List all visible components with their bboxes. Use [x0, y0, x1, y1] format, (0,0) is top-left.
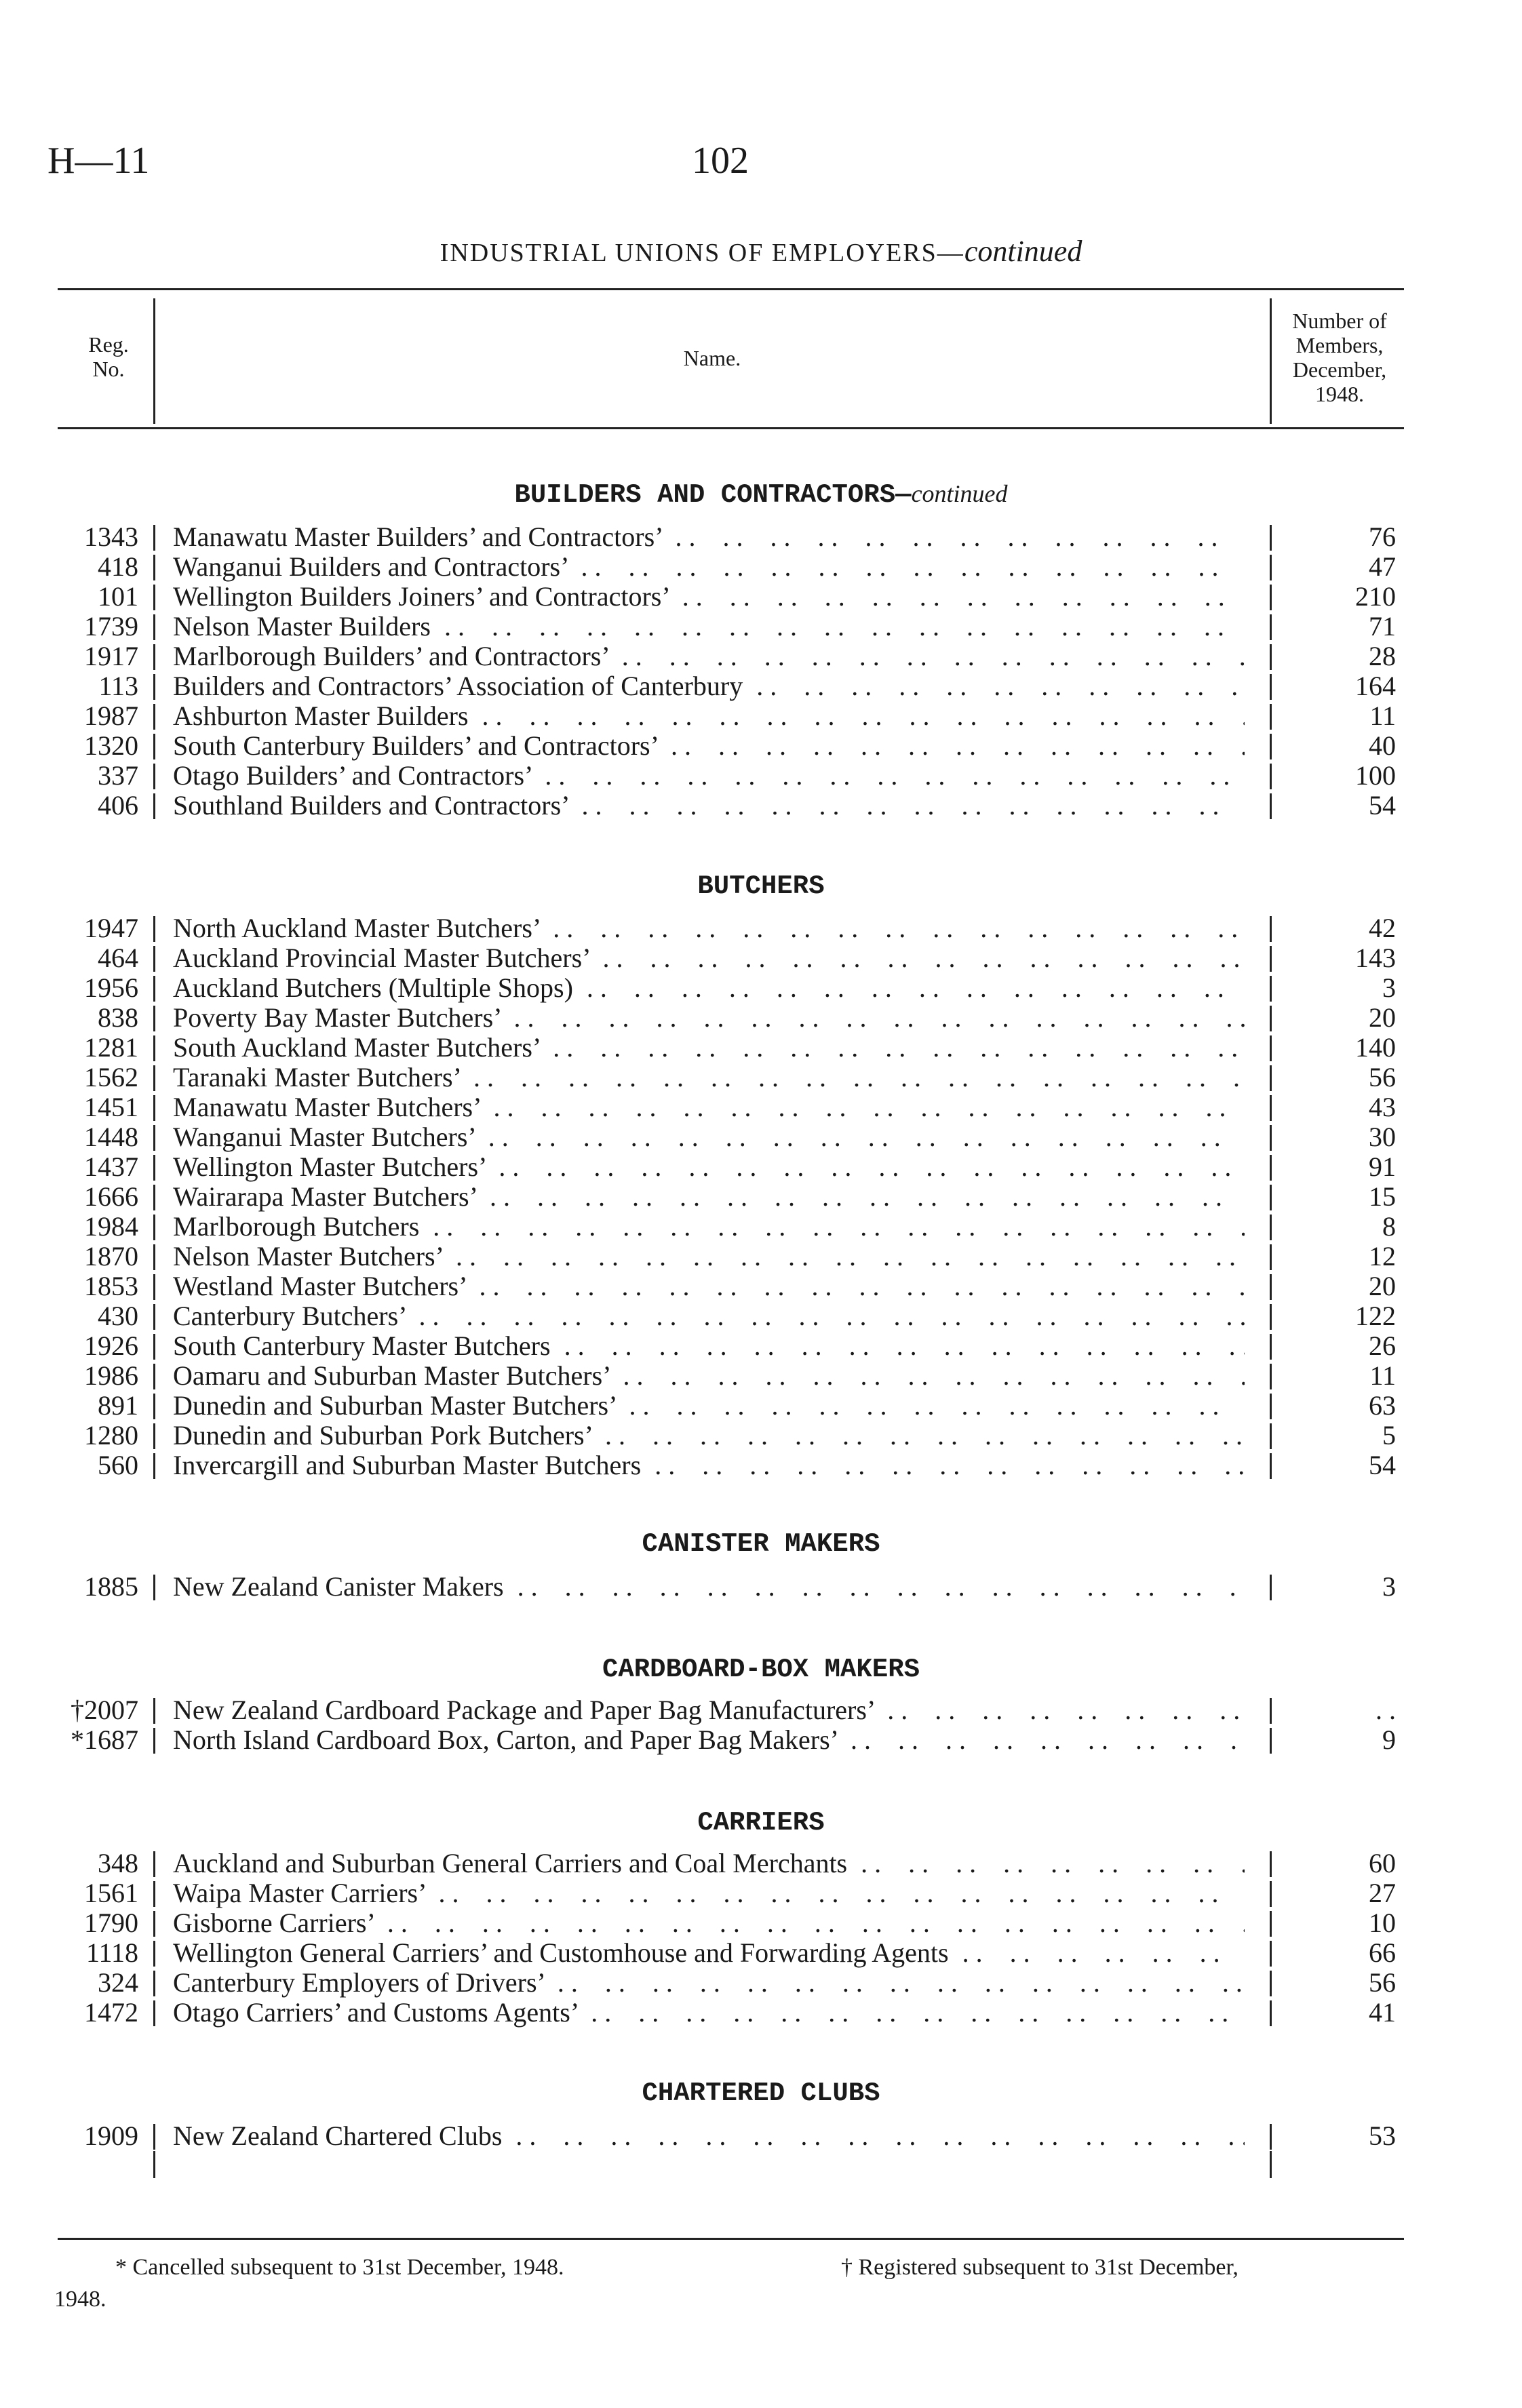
union-name: North Island Cardboard Box, Carton, and Paper Bag Makers’ . . — [173, 1725, 1245, 1755]
member-count: 143 — [1355, 943, 1396, 973]
reg-number: 1987 — [84, 700, 138, 731]
union-name: Wanganui Builders and Contractors’ . . — [173, 552, 1245, 582]
union-name: Marlborough Builders’ and Contractors’ . . — [173, 642, 1245, 671]
member-count: 47 — [1369, 551, 1396, 582]
reg-number: †2007 — [71, 1695, 138, 1725]
table-row — [0, 1450, 1522, 1480]
member-count: 27 — [1369, 1878, 1396, 1908]
table-row — [0, 1938, 1522, 1968]
section-title-canister-makers: CANISTER MAKERS — [642, 1529, 880, 1559]
table-row — [0, 1998, 1522, 2028]
reg-number: 1343 — [84, 521, 138, 552]
column-divider-left — [153, 298, 155, 424]
member-count: 20 — [1369, 1002, 1396, 1033]
table-row — [0, 731, 1522, 761]
member-count: 122 — [1355, 1301, 1396, 1331]
union-name: Builders and Contractors’ Association of Canterbury . . — [173, 671, 1245, 701]
column-header-name: Name. — [683, 346, 741, 370]
reg-number: *1687 — [71, 1724, 138, 1755]
member-count: 164 — [1355, 671, 1396, 701]
member-count: 10 — [1369, 1908, 1396, 1938]
footnote-cancelled: * Cancelled subsequent to 31st December, 1948. — [115, 2255, 564, 2280]
table-row — [0, 1421, 1522, 1450]
reg-number: 101 — [98, 581, 138, 612]
member-count: 60 — [1369, 1848, 1396, 1878]
section-title-cardboard-box-makers: CARDBOARD-BOX MAKERS — [602, 1655, 920, 1684]
member-count: 54 — [1369, 790, 1396, 821]
member-count: 26 — [1369, 1330, 1396, 1361]
union-name: South Canterbury Master Butchers . . — [173, 1331, 1245, 1361]
table-row — [0, 791, 1522, 821]
table-row — [0, 1301, 1522, 1331]
member-count: 42 — [1369, 913, 1396, 943]
union-name: South Canterbury Builders’ and Contractors’ . . — [173, 731, 1245, 761]
union-name: Dunedin and Suburban Master Butchers’ . . — [173, 1391, 1245, 1421]
reg-number: 1472 — [84, 1997, 138, 2028]
union-name: Waipa Master Carriers’ . . — [173, 1878, 1245, 1908]
reg-number: 1947 — [84, 913, 138, 943]
union-name: Dunedin and Suburban Pork Butchers’ . . — [173, 1421, 1245, 1450]
reg-number: 1956 — [84, 972, 138, 1003]
member-count: 56 — [1369, 1967, 1396, 1998]
table-top-rule — [58, 288, 1404, 290]
table-row — [0, 1878, 1522, 1908]
table-row — [0, 612, 1522, 642]
reg-number: 838 — [98, 1002, 138, 1033]
page-title-italic: continued — [964, 235, 1082, 268]
member-count: 71 — [1369, 611, 1396, 642]
table-row — [0, 1092, 1522, 1122]
reg-number: 560 — [98, 1450, 138, 1480]
member-count: 43 — [1369, 1092, 1396, 1122]
section-title-chartered-clubs: CHARTERED CLUBS — [642, 2078, 880, 2108]
reg-number: 337 — [98, 760, 138, 791]
page-number: 102 — [692, 140, 749, 182]
union-name: Manawatu Master Builders’ and Contractors’ . . — [173, 522, 1245, 552]
reg-number: 1320 — [84, 730, 138, 761]
reg-number: 1739 — [84, 611, 138, 642]
union-name: Wellington General Carriers’ and Customhouse and Forwarding Agents . . — [173, 1938, 1245, 1968]
reg-number: 1790 — [84, 1908, 138, 1938]
section-title-carriers: CARRIERS — [697, 1808, 825, 1838]
union-name: Canterbury Butchers’ . . — [173, 1301, 1245, 1331]
union-name: Nelson Master Builders . . — [173, 612, 1245, 642]
reg-number: 418 — [98, 551, 138, 582]
union-name: Auckland Provincial Master Butchers’ . . — [173, 943, 1245, 973]
member-count: 5 — [1382, 1420, 1396, 1450]
table-header-rule — [58, 427, 1404, 429]
reg-number: 1451 — [84, 1092, 138, 1122]
reg-number: 430 — [98, 1301, 138, 1331]
member-count: 8 — [1382, 1211, 1396, 1242]
reg-number: 464 — [98, 943, 138, 973]
reg-number: 1281 — [84, 1032, 138, 1063]
union-name: Auckland and Suburban General Carriers and Coal Merchants . . — [173, 1849, 1245, 1878]
union-name: Manawatu Master Butchers’ . . — [173, 1092, 1245, 1122]
table-row — [0, 1849, 1522, 1878]
table-row — [0, 1572, 1522, 1602]
table-row — [0, 1725, 1522, 1755]
table-row — [0, 2121, 1522, 2151]
union-name: Poverty Bay Master Butchers’ . . — [173, 1003, 1245, 1033]
member-count: 100 — [1355, 760, 1396, 791]
table-row — [0, 1003, 1522, 1033]
reg-number: 1926 — [84, 1330, 138, 1361]
reg-number: 1986 — [84, 1360, 138, 1391]
table-row — [0, 1212, 1522, 1242]
reg-number: 1984 — [84, 1211, 138, 1242]
union-name: Marlborough Butchers . . — [173, 1212, 1245, 1242]
table-row — [0, 701, 1522, 731]
union-name: Canterbury Employers of Drivers’ . . — [173, 1968, 1245, 1998]
table-row — [0, 671, 1522, 701]
table-row — [0, 913, 1522, 943]
table-row — [0, 552, 1522, 582]
reg-number: 891 — [98, 1390, 138, 1421]
reg-number: 1562 — [84, 1062, 138, 1092]
table-row — [0, 1361, 1522, 1391]
table-row — [0, 1391, 1522, 1421]
table-row — [0, 1242, 1522, 1271]
union-name: Taranaki Master Butchers’ . . — [173, 1063, 1245, 1092]
table-row — [0, 1331, 1522, 1361]
member-count: 15 — [1369, 1181, 1396, 1212]
union-name: South Auckland Master Butchers’ . . — [173, 1033, 1245, 1063]
table-row — [0, 582, 1522, 612]
reg-number: 324 — [98, 1967, 138, 1998]
column-header-reg: Reg. No. — [88, 332, 129, 381]
union-name: Nelson Master Butchers’ . . — [173, 1242, 1245, 1271]
footnote-registered-year: 1948. — [54, 2287, 106, 2312]
member-count: 91 — [1369, 1151, 1396, 1182]
member-count: 20 — [1369, 1271, 1396, 1301]
member-count: 76 — [1369, 521, 1396, 552]
reg-number: 1437 — [84, 1151, 138, 1182]
footnote-registered: † Registered subsequent to 31st December, — [841, 2255, 1238, 2280]
section-title-builders: BUILDERS AND CONTRACTORS—continued — [514, 480, 1008, 510]
reg-number: 1280 — [84, 1420, 138, 1450]
member-count: 54 — [1369, 1450, 1396, 1480]
reg-number: 1853 — [84, 1271, 138, 1301]
column-divider-right-end — [1270, 2151, 1272, 2178]
member-count: 12 — [1369, 1241, 1396, 1271]
reg-number: 113 — [98, 671, 138, 701]
reg-number: 1870 — [84, 1241, 138, 1271]
union-name: Gisborne Carriers’ . . — [173, 1908, 1245, 1938]
union-name: Oamaru and Suburban Master Butchers’ . . — [173, 1361, 1245, 1391]
reg-number: 1561 — [84, 1878, 138, 1908]
member-count: 30 — [1369, 1122, 1396, 1152]
section-title-butchers: BUTCHERS — [697, 871, 825, 901]
document-code: H—11 — [47, 140, 150, 182]
table-row — [0, 642, 1522, 671]
reg-number: 1118 — [85, 1937, 138, 1968]
table-row — [0, 761, 1522, 791]
member-count: 28 — [1369, 641, 1396, 671]
column-divider-right — [1270, 298, 1272, 424]
table-row — [0, 1063, 1522, 1092]
union-name: New Zealand Chartered Clubs . . — [173, 2121, 1245, 2151]
table-row — [0, 1122, 1522, 1152]
member-count: . . — [1375, 1695, 1396, 1725]
table-row — [0, 1182, 1522, 1212]
member-count: 41 — [1369, 1997, 1396, 2028]
union-name: New Zealand Cardboard Package and Paper Bag Manufacturers’ . . — [173, 1695, 1245, 1725]
reg-number: 1917 — [84, 641, 138, 671]
table-row — [0, 1271, 1522, 1301]
column-header-members: Number of Members, December, 1948. — [1292, 309, 1387, 406]
union-name: Invercargill and Suburban Master Butchers . . — [173, 1450, 1245, 1480]
member-count: 66 — [1369, 1937, 1396, 1968]
member-count: 9 — [1382, 1724, 1396, 1755]
reg-number: 1885 — [84, 1571, 138, 1602]
table-row — [0, 973, 1522, 1003]
member-count: 40 — [1369, 730, 1396, 761]
union-name: Auckland Butchers (Multiple Shops) . . — [173, 973, 1245, 1003]
member-count: 140 — [1355, 1032, 1396, 1063]
member-count: 3 — [1382, 1571, 1396, 1602]
union-name: Wellington Master Butchers’ . . — [173, 1152, 1245, 1182]
reg-number: 1448 — [84, 1122, 138, 1152]
member-count: 11 — [1369, 700, 1396, 731]
reg-number: 348 — [98, 1848, 138, 1878]
union-name: Wellington Builders Joiners’ and Contractors’ . . — [173, 582, 1245, 612]
union-name: Otago Builders’ and Contractors’ . . — [173, 761, 1245, 791]
table-row — [0, 1033, 1522, 1063]
table-row — [0, 1152, 1522, 1182]
column-divider-left-end — [153, 2151, 155, 2178]
reg-number: 1666 — [84, 1181, 138, 1212]
table-row — [0, 1695, 1522, 1725]
union-name: Southland Builders and Contractors’ . . — [173, 791, 1245, 821]
table-row — [0, 1908, 1522, 1938]
union-name: Ashburton Master Builders . . — [173, 701, 1245, 731]
union-name: Wanganui Master Butchers’ . . — [173, 1122, 1245, 1152]
table-row — [0, 1968, 1522, 1998]
member-count: 56 — [1369, 1062, 1396, 1092]
reg-number: 406 — [98, 790, 138, 821]
member-count: 11 — [1369, 1360, 1396, 1391]
union-name: North Auckland Master Butchers’ . . — [173, 913, 1245, 943]
union-name: Westland Master Butchers’ . . — [173, 1271, 1245, 1301]
member-count: 53 — [1369, 2120, 1396, 2151]
union-name: Otago Carriers’ and Customs Agents’ . . — [173, 1998, 1245, 2028]
union-name: New Zealand Canister Makers . . — [173, 1572, 1245, 1602]
table-bottom-rule — [58, 2238, 1404, 2240]
page-title — [0, 234, 1522, 269]
table-row — [0, 943, 1522, 973]
page-title-main: INDUSTRIAL UNIONS OF EMPLOYERS— — [440, 239, 964, 267]
member-count: 210 — [1355, 581, 1396, 612]
table-row — [0, 522, 1522, 552]
member-count: 3 — [1382, 972, 1396, 1003]
reg-number: 1909 — [84, 2120, 138, 2151]
union-name: Wairarapa Master Butchers’ . . — [173, 1182, 1245, 1212]
member-count: 63 — [1369, 1390, 1396, 1421]
